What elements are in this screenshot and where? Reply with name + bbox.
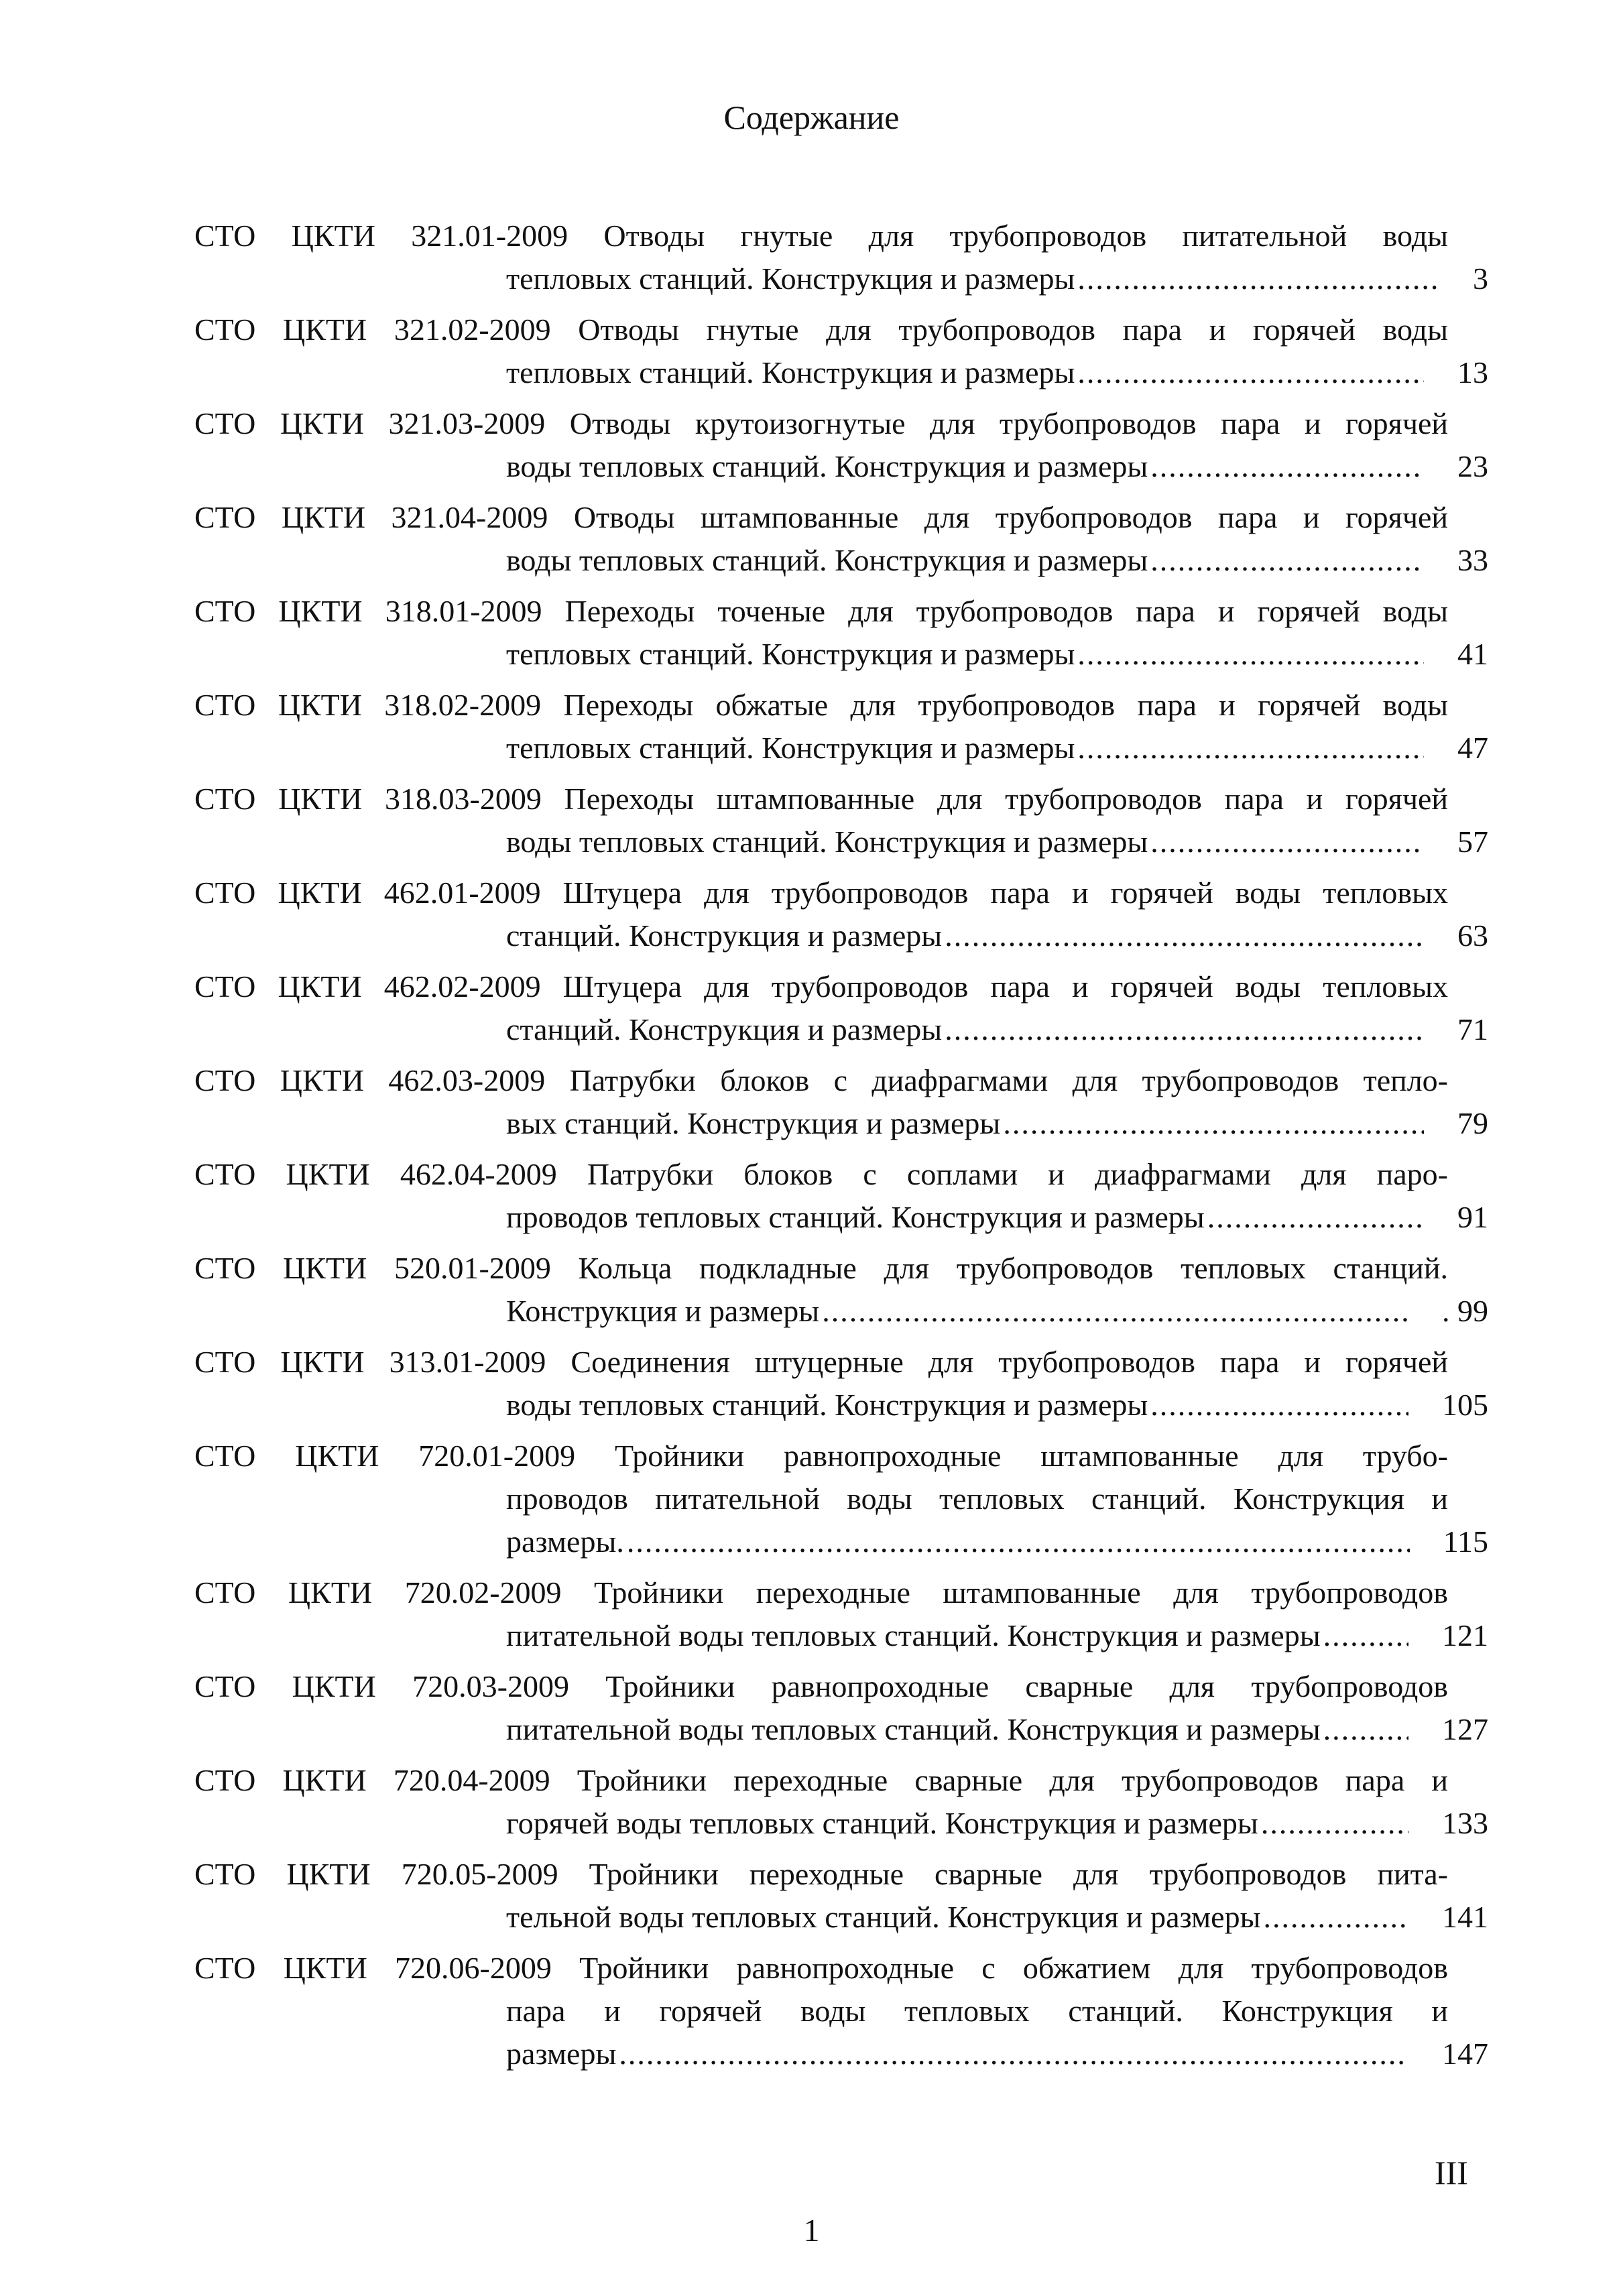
toc-entry	[194, 1435, 1488, 1571]
dot-leader	[945, 914, 1424, 957]
toc-page-number: 63	[1457, 918, 1488, 953]
toc-entry-last-line	[506, 1520, 1488, 1563]
toc-entry	[194, 1853, 1488, 1947]
toc-entry	[194, 965, 1488, 1059]
dot-leader	[1323, 1614, 1408, 1657]
toc-entry-continuation: проводов питательной воды тепловых станций. Конструкция и	[506, 1482, 1448, 1516]
dot-leader	[1261, 1802, 1408, 1845]
toc-entry-text: питательной воды тепловых станций. Конструкция и размеры	[506, 1618, 1321, 1652]
toc-page-number: 91	[1457, 1200, 1488, 1234]
dot-leader	[1263, 1896, 1408, 1939]
toc-page-number: 133	[1442, 1806, 1488, 1840]
toc-entry	[194, 1759, 1488, 1853]
toc-page-number: 147	[1442, 2037, 1488, 2071]
toc-page-number: 121	[1442, 1618, 1488, 1652]
toc-page-number: 79	[1457, 1106, 1488, 1140]
toc-page-number: . 99	[1442, 1294, 1488, 1328]
toc-entry-title: СТО ЦКТИ 321.02-2009 Отводы гнутые для трубопроводов пара и горячей воды	[194, 312, 1448, 347]
toc-entry	[194, 402, 1488, 496]
toc-entry-last-line	[506, 445, 1488, 488]
toc-entry-last-line	[506, 2033, 1488, 2075]
toc-page-number: 13	[1457, 355, 1488, 389]
toc-entry-text: размеры	[506, 2037, 617, 2071]
toc-page-number: 105	[1442, 1388, 1488, 1422]
toc-page-number: 47	[1457, 731, 1488, 765]
toc-page-number: 71	[1457, 1012, 1488, 1046]
toc-entry-title: СТО ЦКТИ 720.05-2009 Тройники переходные сварные для трубопроводов пита-	[194, 1857, 1448, 1891]
toc-entry-last-line	[506, 727, 1488, 770]
toc-entry	[194, 1059, 1488, 1153]
toc-entry-last-line	[506, 1102, 1488, 1145]
toc-entry	[194, 1571, 1488, 1665]
toc-entry-text: тельной воды тепловых станций. Конструкция и размеры	[506, 1900, 1261, 1934]
dot-leader	[1077, 727, 1424, 770]
toc-entry	[194, 778, 1488, 871]
toc-entry-last-line	[506, 633, 1488, 676]
toc-entry-text: тепловых станций. Конструкция и размеры	[506, 261, 1075, 296]
toc-entry	[194, 590, 1488, 684]
toc-entry-title: СТО ЦКТИ 462.01-2009 Штуцера для трубопроводов пара и горячей воды тепловых	[194, 875, 1448, 910]
dot-leader	[1323, 1708, 1408, 1751]
toc-entry-last-line	[506, 1196, 1488, 1239]
toc-entry-text: тепловых станций. Конструкция и размеры	[506, 355, 1075, 389]
toc-entry-last-line	[506, 257, 1488, 300]
toc-entry-text: размеры.	[506, 1524, 624, 1559]
toc-entry-title: СТО ЦКТИ 720.06-2009 Тройники равнопроходные с обжатием для трубопроводов	[194, 1951, 1448, 1985]
toc-entry-text: станций. Конструкция и размеры	[506, 918, 943, 953]
toc-entry-continuation: пара и горячей воды тепловых станций. Конструкция и	[506, 1994, 1448, 2028]
toc-entry-title: СТО ЦКТИ 318.02-2009 Переходы обжатые для трубопроводов пара и горячей воды	[194, 688, 1448, 722]
page-number: 1	[803, 2213, 820, 2248]
toc-entry-title: СТО ЦКТИ 720.04-2009 Тройники переходные сварные для трубопроводов пара и	[194, 1763, 1448, 1797]
toc-entry-last-line	[506, 1290, 1488, 1333]
toc-entry-last-line	[506, 914, 1488, 957]
toc-page-number: 3	[1473, 261, 1488, 296]
toc-page-number: 57	[1457, 825, 1488, 859]
dot-leader	[1150, 821, 1424, 863]
toc-entry-last-line	[506, 1614, 1488, 1657]
dot-leader	[627, 1520, 1410, 1563]
toc-entry	[194, 308, 1488, 402]
toc-page-number: 141	[1442, 1900, 1488, 1934]
toc-entry	[194, 496, 1488, 590]
toc-entry-text: тепловых станций. Конструкция и размеры	[506, 637, 1075, 671]
toc-entry	[194, 871, 1488, 965]
dot-leader	[1077, 351, 1424, 394]
toc-entry-last-line	[506, 539, 1488, 582]
toc-entry-title: СТО ЦКТИ 318.01-2009 Переходы точеные для трубопроводов пара и горячей воды	[194, 594, 1448, 628]
toc-entry	[194, 1665, 1488, 1759]
toc-entry-text: вых станций. Конструкция и размеры	[506, 1106, 1001, 1140]
dot-leader	[1077, 633, 1424, 676]
dot-leader	[822, 1290, 1408, 1333]
toc-entry-title: СТО ЦКТИ 321.03-2009 Отводы крутоизогнутые для трубопроводов пара и горячей	[194, 406, 1448, 440]
toc-entry-text: питательной воды тепловых станций. Конструкция и размеры	[506, 1712, 1321, 1746]
dot-leader	[1207, 1196, 1424, 1239]
toc-entry-title: СТО ЦКТИ 462.02-2009 Штуцера для трубопроводов пара и горячей воды тепловых	[194, 969, 1448, 1004]
toc-entry-last-line	[506, 1708, 1488, 1751]
toc-entry-text: воды тепловых станций. Конструкция и размеры	[506, 543, 1148, 577]
dot-leader	[1003, 1102, 1424, 1145]
toc-entry	[194, 1341, 1488, 1435]
toc-entry-title: СТО ЦКТИ 720.02-2009 Тройники переходные штампованные для трубопроводов	[194, 1575, 1448, 1610]
page-title: Содержание	[723, 99, 900, 136]
toc-entry-title: СТО ЦКТИ 462.04-2009 Патрубки блоков с соплами и диафрагмами для паро-	[194, 1157, 1448, 1191]
toc-page-number: 115	[1443, 1524, 1488, 1559]
toc-page-number: 23	[1457, 449, 1488, 483]
toc-entry-last-line	[506, 1896, 1488, 1939]
toc-entry	[194, 1247, 1488, 1341]
dot-leader	[1150, 539, 1424, 582]
toc-entry-text: воды тепловых станций. Конструкция и размеры	[506, 449, 1148, 483]
toc-entry-title: СТО ЦКТИ 720.01-2009 Тройники равнопроходные штампованные для трубо-	[194, 1439, 1448, 1473]
toc-entry-title: СТО ЦКТИ 720.03-2009 Тройники равнопроходные сварные для трубопроводов	[194, 1669, 1448, 1703]
toc-entry-last-line	[506, 1802, 1488, 1845]
dot-leader	[1077, 257, 1439, 300]
toc-entry-text: воды тепловых станций. Конструкция и размеры	[506, 825, 1148, 859]
toc-entry-title: СТО ЦКТИ 462.03-2009 Патрубки блоков с диафрагмами для трубопроводов тепло-	[194, 1063, 1448, 1097]
toc-entry	[194, 1153, 1488, 1247]
toc-entry	[194, 684, 1488, 778]
toc-entry-last-line	[506, 1384, 1488, 1427]
toc-entry-last-line	[506, 821, 1488, 863]
toc-entry-text: тепловых станций. Конструкция и размеры	[506, 731, 1075, 765]
toc-entry-title: СТО ЦКТИ 321.04-2009 Отводы штампованные для трубопроводов пара и горячей	[194, 500, 1448, 534]
toc-entry-title: СТО ЦКТИ 520.01-2009 Кольца подкладные для трубопроводов тепловых станций.	[194, 1251, 1448, 1285]
toc-entry	[194, 215, 1488, 308]
toc-entry-text: Конструкция и размеры	[506, 1294, 820, 1328]
toc-entry-title: СТО ЦКТИ 318.03-2009 Переходы штампованные для трубопроводов пара и горячей	[194, 782, 1448, 816]
dot-leader	[619, 2033, 1408, 2075]
toc-entry-title: СТО ЦКТИ 313.01-2009 Соединения штуцерные для трубопроводов пара и горячей	[194, 1345, 1448, 1379]
toc-entry-text: горячей воды тепловых станций. Конструкция и размеры	[506, 1806, 1258, 1840]
toc-entry	[194, 1947, 1488, 2083]
toc-entry-text: проводов тепловых станций. Конструкция и размеры	[506, 1200, 1205, 1234]
toc-page-number: 127	[1442, 1712, 1488, 1746]
toc-entry-title: СТО ЦКТИ 321.01-2009 Отводы гнутые для трубопроводов питательной воды	[194, 219, 1448, 253]
section-roman-numeral: III	[1435, 2154, 1468, 2191]
toc-page-number: 41	[1457, 637, 1488, 671]
dot-leader	[1150, 1384, 1408, 1427]
toc-entry-text: станций. Конструкция и размеры	[506, 1012, 943, 1046]
toc-entry-last-line	[506, 1008, 1488, 1051]
toc-entry-text: воды тепловых станций. Конструкция и размеры	[506, 1388, 1148, 1422]
table-of-contents	[194, 215, 1488, 2083]
toc-entry-last-line	[506, 351, 1488, 394]
dot-leader	[1150, 445, 1424, 488]
toc-page-number: 33	[1457, 543, 1488, 577]
dot-leader	[945, 1008, 1424, 1051]
